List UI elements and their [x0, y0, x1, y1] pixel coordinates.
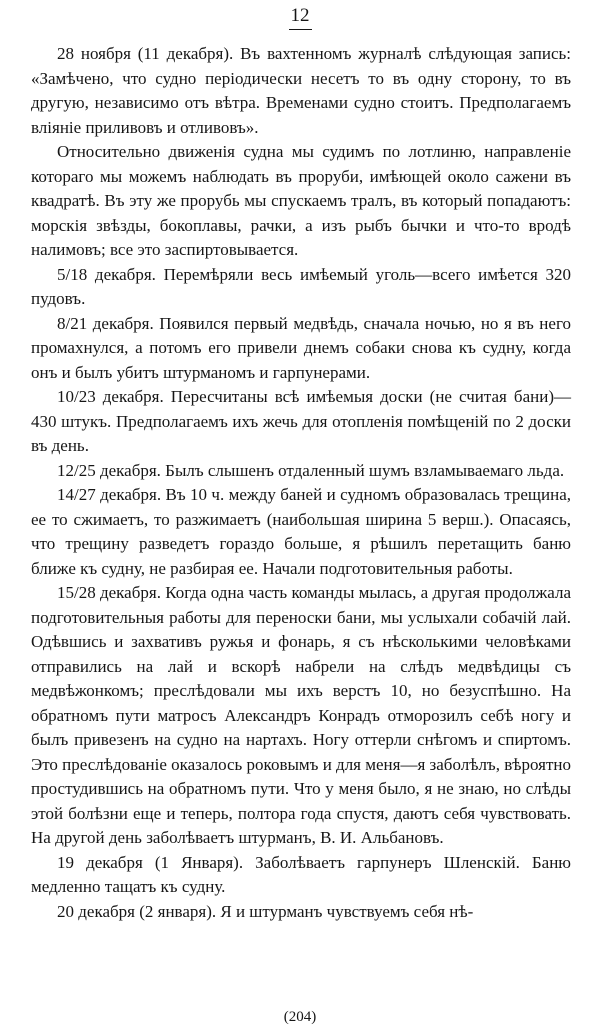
footer-page-number: (204)	[283, 1009, 317, 1025]
paragraph-ship-movement: Относительно движенія судна мы судимъ по лотлиню, направленіе котораго мы можемъ наблюдать въ проруби, имѣющей около сажени въ квадратѣ. Въ эту же прорубь мы спускаемъ тралъ, въ который попадаютъ: морскія звѣзды, бокоплавы, рачки, а изъ рыбъ бычки и что-то вродѣ налимовъ; все это заспиртовывается.	[31, 142, 571, 259]
paragraph-dec-19: 19 декабря (1 Января). Заболѣваетъ гарпунеръ Шленскій. Баню медленно тащатъ къ судну.	[31, 852, 571, 896]
paragraph-dec-12: 12/25 декабря. Былъ слышенъ отдаленный шумъ взламываемаго льда.	[57, 460, 565, 480]
page-number-text: 12	[289, 4, 312, 30]
paragraph-dec-8: 8/21 декабря. Появился первый медвѣдь, сначала ночью, но я въ него промахнулся, а потомъ его привели днемъ собаки снова къ судну, когда онъ и былъ убитъ штурманомъ и гарпунерами.	[31, 313, 571, 382]
paragraph-nov-28: 28 ноября (11 декабря). Въ вахтенномъ журналѣ слѣдующая запись: «Замѣчено, что судно періодически несетъ то въ одну сторону, то въ другую, независимо отъ вѣтра. Временами судно стоитъ. Предполагаемъ вліяніе приливовъ и отливовъ».	[31, 44, 571, 137]
page-number	[0, 4, 600, 30]
paragraph-dec-5: 5/18 декабря. Перемѣряли весь имѣемый уголь—всего имѣется 320 пудовъ.	[31, 264, 571, 308]
paragraph-dec-20: 20 декабря (2 января). Я и штурманъ чувствуемъ себя нѣ-	[57, 901, 474, 921]
paragraph-dec-14: 14/27 декабря. Въ 10 ч. между баней и судномъ образовалась трещина, ее то сжимаетъ, то разжимаетъ (наибольшая ширина 5 верш.). Опасаясь, что трещину разведетъ гораздо больше, я рѣшилъ перетащить баню ближе къ судну, не разбирая ее. Начали подготовительныя работы.	[31, 485, 571, 578]
paragraph-dec-15: 15/28 декабря. Когда одна часть команды мылась, а другая продолжала подготовительныя работы для переноски бани, мы услыхали собачій лай. Одѣвшись и захвативъ ружья и фонарь, я съ нѣсколькими человѣками отправились на лай и вскорѣ набрели на слѣдъ медвѣдицы съ медвѣжонкомъ; преслѣдовали мы ихъ верстъ 10, но безуспѣшно. На обратномъ пути матросъ Александръ Конрадъ отморозилъ себѣ ногу и былъ привезенъ на судно на нартахъ. Ногу оттерли снѣгомъ и спиртомъ. Это преслѣдованіе оказалось роковымъ и для меня—я заболѣлъ, вѣроятно простудившись на обратномъ пути. Что у меня было, я не знаю, но слѣды этой болѣзни еще и теперь, полтора года спустя, даютъ себя чувствовать. На другой день заболѣваетъ штурманъ, В. И. Альбановъ.	[31, 583, 571, 847]
journal-text	[31, 42, 571, 924]
paragraph-dec-10: 10/23 декабря. Пересчитаны всѣ имѣемыя доски (не считая бани)—430 штукъ. Предполагаемъ ихъ жечь для отопленія помѣщеній по 2 доски въ день.	[31, 387, 571, 455]
